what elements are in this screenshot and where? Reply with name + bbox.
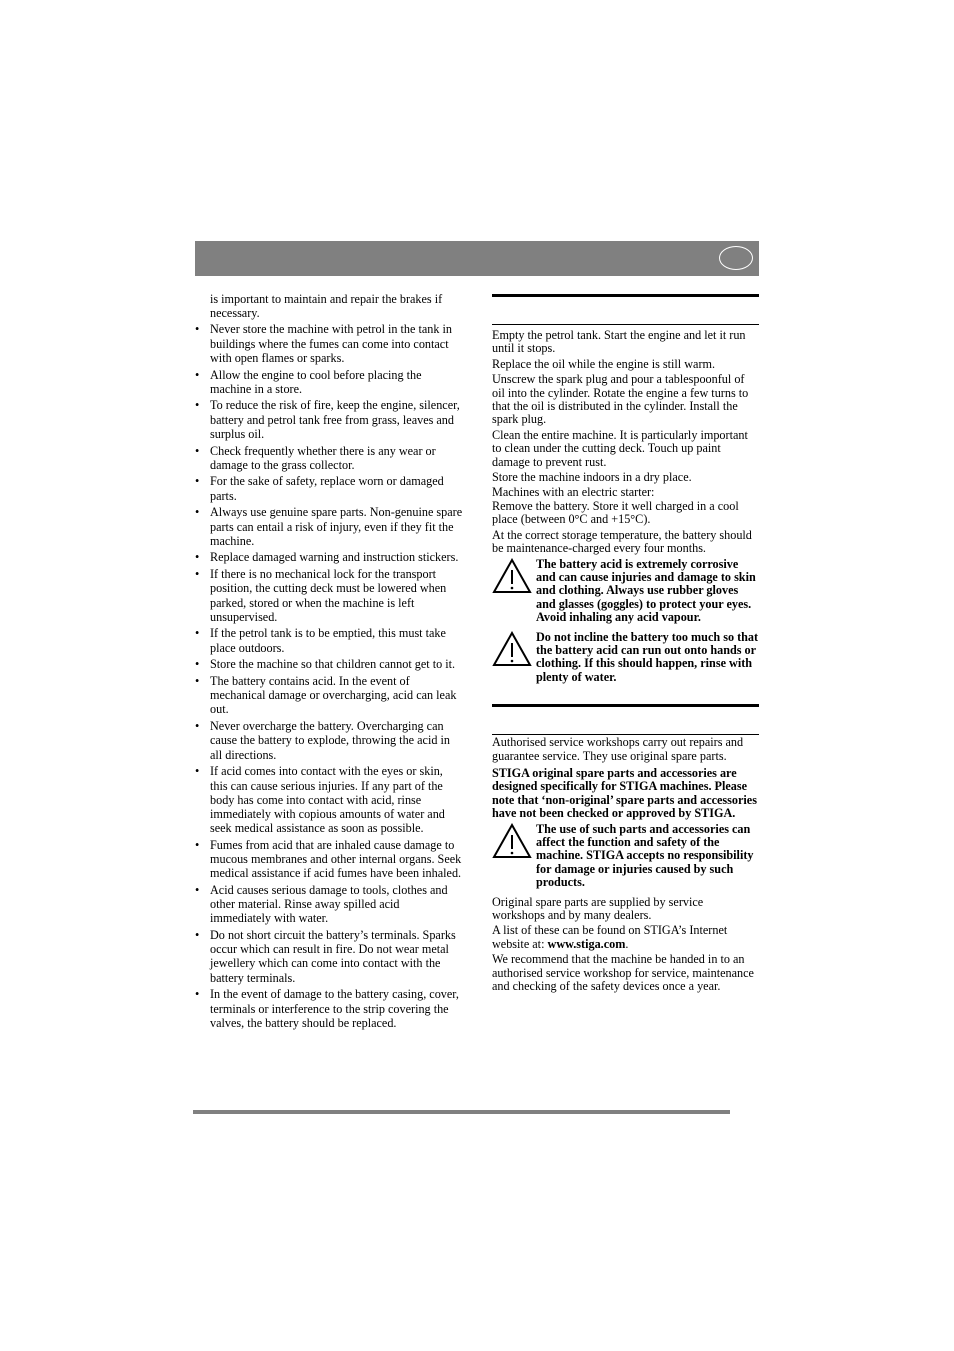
storage-paragraph: Replace the oil while the engine is still warm. <box>492 356 716 371</box>
charging-text: At the correct storage temperature, the battery should be maintenance-charged every four months. <box>492 527 752 556</box>
list-item: • For the sake of safety, replace worn or damaged parts. <box>192 474 463 502</box>
storage-paragraph: Clean the entire machine. It is particularly important to clean under the cutting deck. Touch up paint damage to prevent rust. <box>492 427 748 469</box>
list-item: • Do not short circuit the battery’s terminals. Sparks occur which can result in fire. Do not wear metal jewellery which can come into contact with the battery terminals. <box>192 928 463 985</box>
warning-text: Do not incline the battery too much so that the battery acid can run out onto hands or clothing. If this should happen, rinse with plenty of water. <box>536 629 759 684</box>
list-item: • If there is no mechanical lock for the transport position, the cutting deck must be lowered when parked, stored or when the machine is left unsupervised. <box>192 567 463 624</box>
dealer-list-suffix: . <box>625 936 629 951</box>
list-item: • Always use genuine spare parts. Non-genuine spare parts can entail a risk of injury, even if they fit the machine. <box>192 505 463 548</box>
list-item: • To reduce the risk of fire, keep the engine, silencer, battery and petrol tank free from grass, leaves and surplus oil. <box>192 398 463 441</box>
list-item: • Never store the machine with petrol in the tank in buildings where the fumes can come into contact with open flames or sparks. <box>192 322 463 365</box>
warning-triangle-icon <box>492 631 532 667</box>
supply-text: Original spare parts are supplied by service workshops and by many dealers. <box>492 894 704 923</box>
footer-line <box>193 1110 730 1114</box>
warning-block <box>492 631 759 687</box>
safety-list <box>192 322 463 1030</box>
header-bar <box>195 241 759 276</box>
warning-triangle-icon <box>492 823 532 859</box>
list-item: • In the event of damage to the battery casing, cover, terminals or interference to the strip covering the valves, the battery should be replaced. <box>192 987 463 1030</box>
warning-text: The use of such parts and accessories can affect the function and safety of the machine. STIGA accepts no responsibility for damage or injuries caused by such products. <box>536 821 754 890</box>
continuation-text: is important to maintain and repair the brakes if necessary. <box>210 292 443 321</box>
list-item: • Allow the engine to cool before placing the machine in a store. <box>192 368 463 396</box>
language-badge-icon <box>719 246 753 270</box>
list-item: • Acid causes serious damage to tools, clothes and other material. Rinse away spilled acid immediately with water. <box>192 883 463 926</box>
list-item: • If the petrol tank is to be emptied, this must take place outdoors. <box>192 626 463 654</box>
service-intro: Authorised service workshops carry out repairs and guarantee service. They use original spare parts. <box>492 735 744 763</box>
list-item: • If acid comes into contact with the eyes or skin, this can cause serious injuries. If any part of the body has come into contact with acid, rinse immediately with copious amounts of water and seek medical assistance as soon as possible. <box>192 764 463 835</box>
electric-starter-intro: Machines with an electric starter: <box>492 485 655 500</box>
list-item: • Fumes from acid that are inhaled cause damage to mucous membranes and other internal organs. Seek medical assistance if acid fumes have been inhaled. <box>192 838 463 881</box>
safety-column <box>192 292 463 1032</box>
list-item: • Check frequently whether there is any wear or damage to the grass collector. <box>192 444 463 472</box>
dealer-list-text <box>492 924 759 951</box>
storage-paragraph: Empty the petrol tank. Start the engine and let it run until it stops. <box>492 328 746 356</box>
warning-block <box>492 558 759 627</box>
right-column <box>492 294 759 995</box>
list-item: • Replace damaged warning and instruction stickers. <box>192 550 463 564</box>
list-item: • The battery contains acid. In the event of mechanical damage or overcharging, acid can leak out. <box>192 674 463 717</box>
dealer-list-prefix: A list of these can be found on STIGA’s Internet website at: <box>492 923 728 951</box>
list-item: • Never overcharge the battery. Overcharging can cause the battery to explode, throwing the acid in all directions. <box>192 719 463 762</box>
website-link[interactable]: www.stiga.com <box>547 936 626 951</box>
electric-starter-text: Remove the battery. Store it well charged in a cool place (between 0°C and +15°C). <box>492 498 739 527</box>
storage-paragraph: Unscrew the spark plug and pour a tablespoonful of oil into the cylinder. Rotate the engine a few turns to that the oil is distributed in the cylinder. Install the spark plug. <box>492 372 749 427</box>
list-item: • Store the machine so that children cannot get to it. <box>192 657 463 671</box>
warning-triangle-icon <box>492 558 532 594</box>
warning-block <box>492 823 759 892</box>
storage-paragraph: Store the machine indoors in a dry place. <box>492 470 692 485</box>
recommendation-text: We recommend that the machine be handed in to an authorised service workshop for service, maintenance and checking of the safety devices once a year. <box>492 952 754 994</box>
service-bold-statement: STIGA original spare parts and accessories are designed specifically for STIGA machines. Please note that ‘non-original’ spare parts and accessories have not been checked or approved by STIGA. <box>492 765 757 821</box>
warning-text: The battery acid is extremely corrosive and can cause injuries and damage to skin and clothing. Always use rubber gloves and glasses (goggles) to protect your eyes. Avoid inhaling any acid vapour. <box>536 556 756 625</box>
